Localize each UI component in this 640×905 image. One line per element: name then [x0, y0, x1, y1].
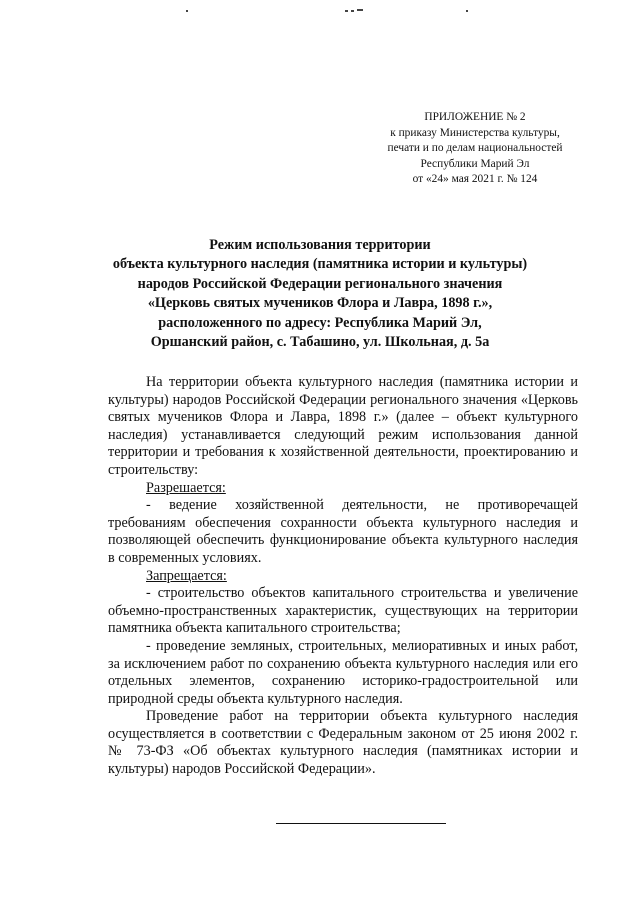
appendix-header	[360, 110, 590, 188]
title-line: расположенного по адресу: Республика Марий Эл,	[158, 314, 482, 331]
document-body	[108, 374, 578, 779]
end-separator-line	[276, 823, 446, 824]
prohibited-heading: Запрещается:	[146, 567, 227, 584]
scan-artifacts	[0, 6, 640, 18]
allowed-item: - ведение хозяйственной деятельности, не противоречащей требованиям обеспечения сохранности объекта культурного наследия и позволяющей обеспечить функционирование объекта культурного наследия в современных условиях.	[108, 497, 578, 566]
title-line: «Церковь святых мучеников Флора и Лавра, 1898 г.»,	[147, 295, 493, 312]
allowed-heading: Разрешается:	[146, 479, 226, 496]
intro-paragraph: На территории объекта культурного наследия (памятника истории и культуры) народов Российской Федерации регионального значения «Церковь святых мучеников Флора и Лавра, 1898 г.» (далее – объект культурного наследия) устанавливается следующий режим использования данной территории и требования к хозяйственной деятельности, проектированию и строительству:	[108, 374, 578, 478]
title-line: народов Российской Федерации регионального значения	[137, 275, 503, 292]
title-line: объекта культурного наследия (памятника истории и культуры)	[112, 256, 528, 273]
appendix-ministry-line: печати и по делам национальностей	[387, 142, 563, 155]
appendix-region-line: Республики Марий Эл	[420, 157, 530, 170]
prohibited-item: - строительство объектов капитального строительства и увеличение объемно-пространственных характеристик, существующих на территории памятника объекта капитального строительства;	[108, 585, 578, 637]
document-title	[60, 236, 580, 352]
appendix-number: ПРИЛОЖЕНИЕ № 2	[424, 111, 526, 123]
closing-paragraph: Проведение работ на территории объекта культурного наследия осуществляется в соответствии с Федеральным законом от 25 июня 2002 г. № 73-ФЗ «Об объектах культурного наследия (памятниках истории и культуры) народов Российской Федерации».	[108, 708, 578, 778]
appendix-order-line: к приказу Министерства культуры,	[390, 126, 560, 139]
title-line: Режим использования территории	[209, 237, 431, 253]
appendix-date-line: от «24» мая 2021 г. № 124	[412, 173, 538, 186]
title-line: Оршанский район, с. Табашино, ул. Школьная, д. 5а	[150, 334, 490, 351]
prohibited-item: - проведение земляных, строительных, мелиоративных и иных работ, за исключением работ по сохранению объекта культурного наследия или его отдельных элементов, сохранению историко-градостроительной или природной среды объекта культурного наследия.	[108, 637, 578, 707]
